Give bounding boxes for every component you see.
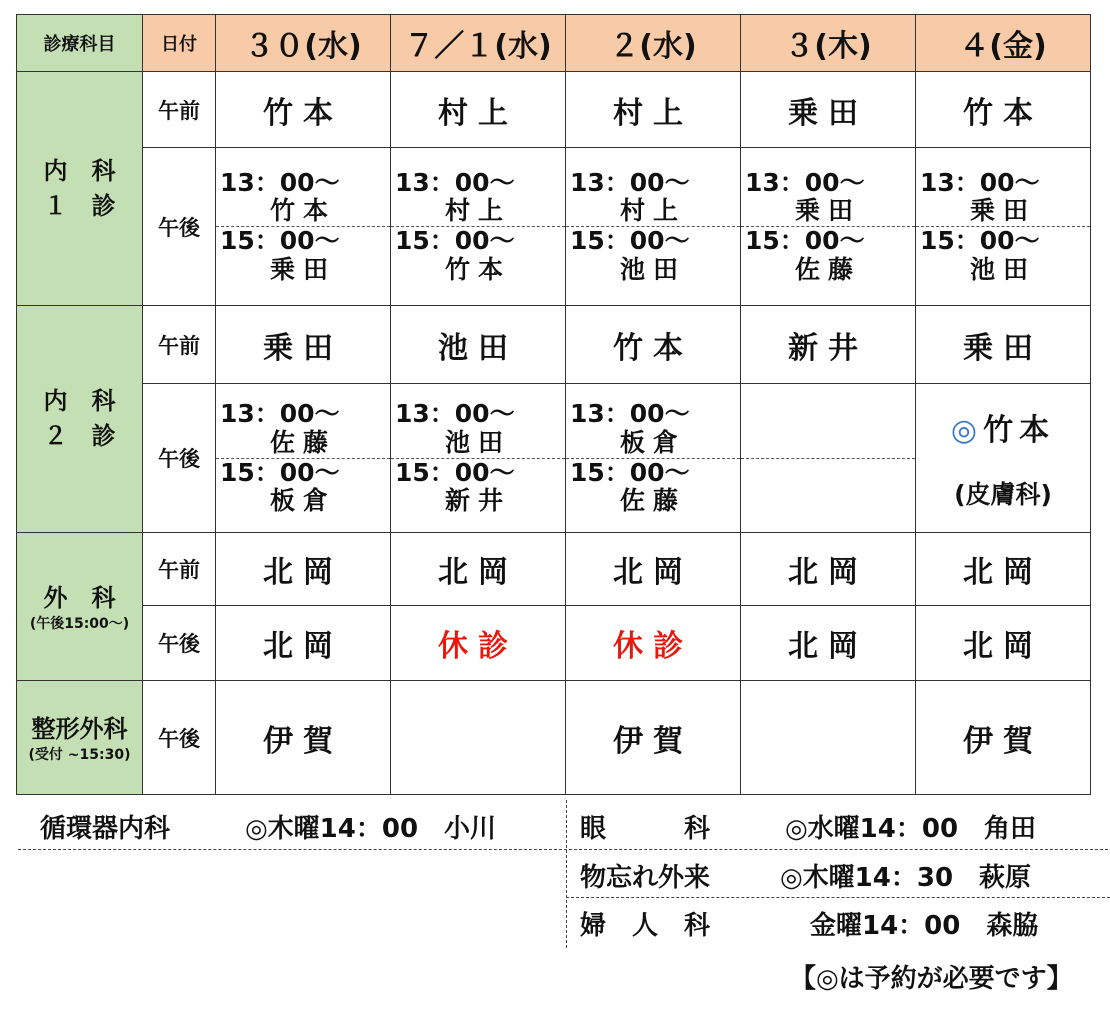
doctor-cell: 伊賀 bbox=[916, 681, 1091, 795]
day-header: ７／１(水) bbox=[391, 15, 566, 72]
time-text: 13：00～ bbox=[220, 399, 340, 428]
divider bbox=[18, 849, 1108, 850]
slot-pm: 午後 bbox=[143, 606, 216, 681]
dept-geka bbox=[17, 533, 143, 681]
doctor-name: 板倉 bbox=[619, 427, 686, 457]
geka-pm-row bbox=[17, 606, 1091, 681]
time-text: 15：00～ bbox=[395, 226, 515, 255]
doctor-cell: 竹本 bbox=[566, 306, 741, 384]
pm-cell bbox=[916, 148, 1091, 306]
doctor-cell: 北岡 bbox=[391, 533, 566, 606]
time-text: 13：00～ bbox=[395, 399, 515, 428]
doctor-name: 池田 bbox=[969, 254, 1036, 284]
slot-am: 午前 bbox=[143, 72, 216, 148]
time-text: 15：00～ bbox=[220, 457, 340, 487]
doctor-name: 新井 bbox=[444, 486, 511, 516]
dept-label: １ 診 bbox=[43, 191, 116, 220]
reservation-note: 【◎は予約が必要です】 bbox=[790, 964, 1073, 994]
ganka-dept: 眼 科 bbox=[580, 814, 711, 844]
doctor-cell: 北岡 bbox=[916, 606, 1091, 681]
doctor-cell bbox=[741, 681, 916, 795]
doctor-name-reserved bbox=[951, 405, 1055, 449]
specialty-note: (皮膚科) bbox=[954, 480, 1052, 509]
pm-cell bbox=[566, 384, 741, 533]
doctor-name: 池田 bbox=[444, 427, 511, 457]
time-text: 13：00～ bbox=[570, 167, 690, 197]
doctor-name: 板倉 bbox=[269, 486, 336, 516]
naika1-pm-row bbox=[17, 148, 1091, 306]
header-row bbox=[17, 15, 1091, 72]
doctor-name: 乗田 bbox=[269, 254, 336, 284]
time-text: 15：00～ bbox=[920, 226, 1040, 255]
slot-pm: 午後 bbox=[143, 681, 216, 795]
junkanki-dept: 循環器内科 bbox=[40, 814, 171, 844]
doctor-cell: 伊賀 bbox=[216, 681, 391, 795]
divider bbox=[566, 800, 567, 948]
doctor-name: 竹本 bbox=[444, 254, 511, 284]
dept-seikei bbox=[17, 681, 143, 795]
slot-pm: 午後 bbox=[143, 148, 216, 306]
pm-cell bbox=[391, 148, 566, 306]
dept-naika1 bbox=[17, 72, 143, 306]
closed-cell: 休診 bbox=[566, 606, 741, 681]
time-text: 15：00～ bbox=[395, 457, 515, 487]
time-text: 13：00～ bbox=[395, 167, 515, 197]
doctor-cell: 北岡 bbox=[216, 606, 391, 681]
naika2-pm-row bbox=[17, 384, 1091, 533]
slot-am: 午前 bbox=[143, 533, 216, 606]
pm-cell bbox=[566, 148, 741, 306]
monowasure-dept: 物忘れ外来 bbox=[580, 863, 711, 893]
time-text: 15：00～ bbox=[570, 457, 690, 487]
naika2-am-row bbox=[17, 306, 1091, 384]
time-text: 13：00～ bbox=[920, 167, 1040, 197]
doctor-name: 佐藤 bbox=[269, 427, 336, 457]
dept-label: 内 科 bbox=[43, 156, 116, 185]
doctor-cell: 伊賀 bbox=[566, 681, 741, 795]
day-header: ３(木) bbox=[741, 15, 916, 72]
doctor-cell: 村上 bbox=[566, 72, 741, 148]
doctor-cell: 北岡 bbox=[216, 533, 391, 606]
dept-label: ２ 診 bbox=[43, 422, 116, 450]
time-text: 13：00～ bbox=[745, 167, 865, 197]
slot-am: 午前 bbox=[143, 306, 216, 384]
pm-cell bbox=[741, 148, 916, 306]
time-text: 15：00～ bbox=[220, 226, 340, 255]
day-header: ３０(水) bbox=[216, 15, 391, 72]
date-header: 日付 bbox=[143, 15, 216, 72]
geka-am-row bbox=[17, 533, 1091, 606]
doctor-cell: 乗田 bbox=[216, 306, 391, 384]
dept-naika2 bbox=[17, 306, 143, 533]
time-text: 13：00～ bbox=[570, 399, 690, 428]
doctor-cell: 北岡 bbox=[566, 533, 741, 606]
pm-cell-derm bbox=[916, 384, 1091, 533]
monowasure-info: ◎木曜14：30 萩原 bbox=[780, 863, 1032, 893]
doctor-name: 佐藤 bbox=[794, 254, 861, 284]
doctor-name: 佐藤 bbox=[619, 486, 686, 516]
ganka-info: ◎水曜14：00 角田 bbox=[785, 814, 1037, 844]
doctor-name: 村上 bbox=[619, 196, 686, 226]
fujinka-dept: 婦 人 科 bbox=[580, 911, 711, 941]
divider bbox=[566, 897, 1110, 898]
day-header: ４(金) bbox=[916, 15, 1091, 72]
pm-cell bbox=[391, 384, 566, 533]
time-text: 13：00～ bbox=[220, 167, 340, 197]
doctor-cell: 新井 bbox=[741, 306, 916, 384]
dept-label: 外 科 bbox=[43, 583, 116, 612]
pm-cell bbox=[216, 384, 391, 533]
junkanki-info: ◎木曜14：00 小川 bbox=[245, 814, 497, 844]
dept-label: 整形外科 bbox=[31, 714, 128, 743]
doctor-cell: 乗田 bbox=[741, 72, 916, 148]
time-text: 15：00～ bbox=[745, 226, 865, 255]
doctor-name: 池田 bbox=[619, 254, 686, 284]
doctor-cell: 竹本 bbox=[216, 72, 391, 148]
doctor-cell bbox=[391, 681, 566, 795]
doctor-name: 乗田 bbox=[969, 196, 1036, 226]
doctor-cell: 池田 bbox=[391, 306, 566, 384]
pm-cell-empty bbox=[741, 384, 916, 533]
slot-pm: 午後 bbox=[143, 384, 216, 533]
closed-cell: 休診 bbox=[391, 606, 566, 681]
dept-header: 診療科目 bbox=[17, 15, 143, 72]
reservation-mark-icon: ◎ bbox=[950, 413, 984, 448]
doctor-cell: 北岡 bbox=[916, 533, 1091, 606]
dept-label: 内 科 bbox=[43, 387, 116, 416]
schedule-table bbox=[16, 14, 1091, 795]
time-text: 15：00～ bbox=[570, 226, 690, 255]
doctor-name: 竹本 bbox=[983, 413, 1056, 448]
doctor-cell: 北岡 bbox=[741, 606, 916, 681]
naika1-am-row bbox=[17, 72, 1091, 148]
doctor-cell: 村上 bbox=[391, 72, 566, 148]
doctor-cell: 北岡 bbox=[741, 533, 916, 606]
doctor-name: 村上 bbox=[444, 196, 511, 226]
doctor-cell: 乗田 bbox=[916, 306, 1091, 384]
doctor-name: 乗田 bbox=[794, 196, 861, 226]
fujinka-info: 金曜14：00 森脇 bbox=[810, 911, 1039, 941]
seikei-pm-row bbox=[17, 681, 1091, 795]
dept-sub: (午後15:00～) bbox=[29, 615, 130, 632]
doctor-cell: 竹本 bbox=[916, 72, 1091, 148]
day-header: ２(水) bbox=[566, 15, 741, 72]
pm-cell bbox=[216, 148, 391, 306]
doctor-name: 竹本 bbox=[269, 196, 336, 226]
dept-sub: (受付 ~15:30) bbox=[28, 746, 131, 763]
